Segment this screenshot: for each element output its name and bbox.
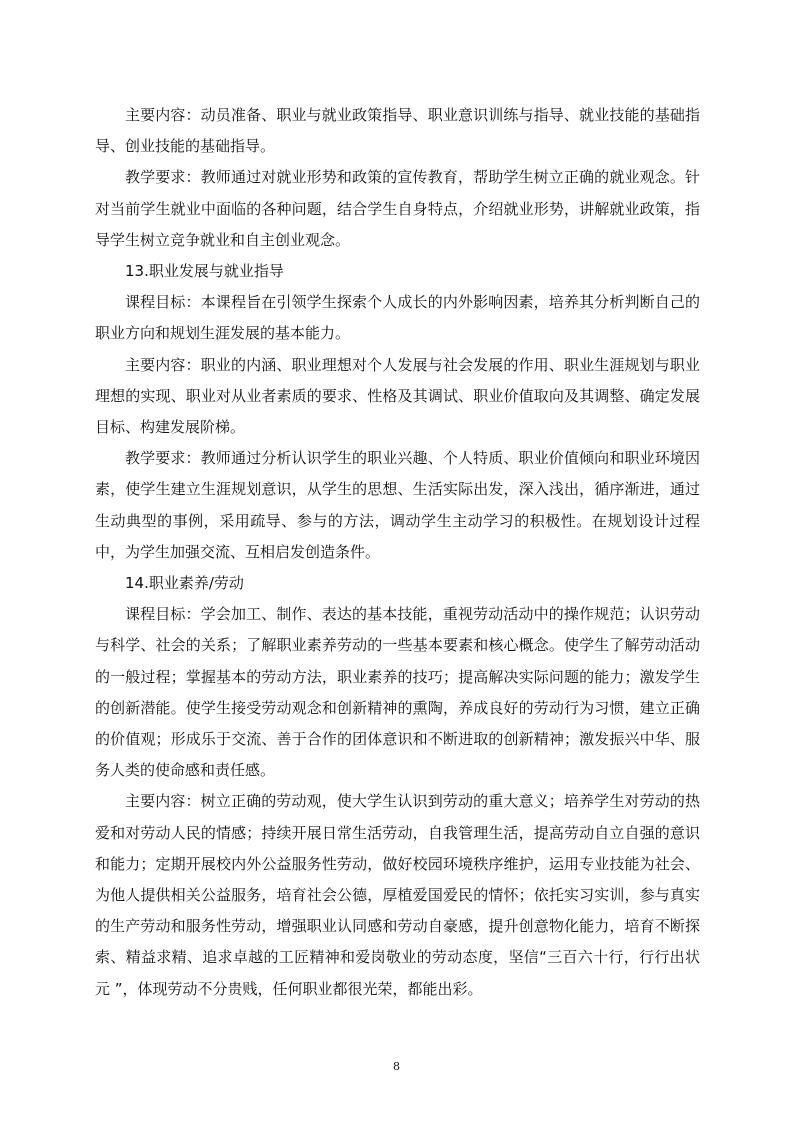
page-number: 8 (393, 1060, 400, 1073)
section-heading-14: 14.职业素养/劳动 (125, 574, 244, 593)
body-text (95, 100, 700, 1005)
paragraph-main-content-13: 主要内容：职业的内涵、职业理想对个人发展与社会发展的作用、职业生涯规划与职业理想的实现、职业对从业者素质的要求、性格及其调试、职业价值取向及其调整、确定发展目标、构建发展阶梯。 (95, 355, 700, 437)
paragraph-teaching-requirements-13: 教学要求：教师通过分析认识学生的职业兴趣、个人特质、职业价值倾向和职业环境因素，使学生建立生涯规划意识，从学生的思想、生活实际出发，深入浅出，循序渐进，通过生动典型的事例，采用疏导、参与的方法，调动学生主动学习的积极性。在规划设计过程中，为学生加强交流、互相启发创造条件。 (95, 449, 700, 561)
paragraph-main-content-14: 主要内容：树立正确的劳动观，使大学生认识到劳动的重大意义；培养学生对劳动的热爱和对劳动人民的情感；持续开展日常生活劳动，自我管理生活，提高劳动自立自强的意识和能力；定期开展校内外公益服务性劳动，做好校园环境秩序维护，运用专业技能为社会、为他人提供相关公益服务，培育社会公德，厚植爱国爱民的情怀；依托实习实训，参与真实的生产劳动和服务性劳动，增强职业认同感和劳动自豪感，提升创意物化能力，培育不断探索、精益求精、追求卓越的工匠精神和爱岗敬业的劳动态度，坚信“三百六十行，行行出状元 ”，体现劳动不分贵贱，任何职业都很光荣，都能出彩。 (95, 792, 700, 998)
paragraph-teaching-requirements-employment: 教学要求：教师通过对就业形势和政策的宣传教育，帮助学生树立正确的就业观念。针对当前学生就业中面临的各种问题，结合学生自身特点，介绍就业形势，讲解就业政策，指导学生树立竞争就业和自主创业观念。 (95, 168, 700, 249)
section-heading-13: 13.职业发展与就业指导 (125, 262, 284, 281)
paragraph-main-content-employment: 主要内容：动员准备、职业与就业政策指导、职业意识训练与指导、就业技能的基础指导、创业技能的基础指导。 (95, 106, 700, 156)
paragraph-course-goal-14: 课程目标：学会加工、制作、表达的基本技能，重视劳动活动中的操作规范；认识劳动与科学、社会的关系；了解职业素养劳动的一些基本要素和核心概念。使学生了解劳动活动的一般过程；掌握基本的劳动方法，职业素养的技巧；提高解决实际问题的能力；激发学生的创新潜能。使学生接受劳动观念和创新精神的熏陶，养成良好的劳动行为习惯，建立正确的价值观；形成乐于交流、善于合作的团体意识和不断进取的创新精神；激发振兴中华、服务人类的使命感和责任感。 (95, 605, 700, 780)
paragraph-course-goal-13: 课程目标：本课程旨在引领学生探索个人成长的内外影响因素，培养其分析判断自己的职业方向和规划生涯发展的基本能力。 (95, 293, 700, 343)
